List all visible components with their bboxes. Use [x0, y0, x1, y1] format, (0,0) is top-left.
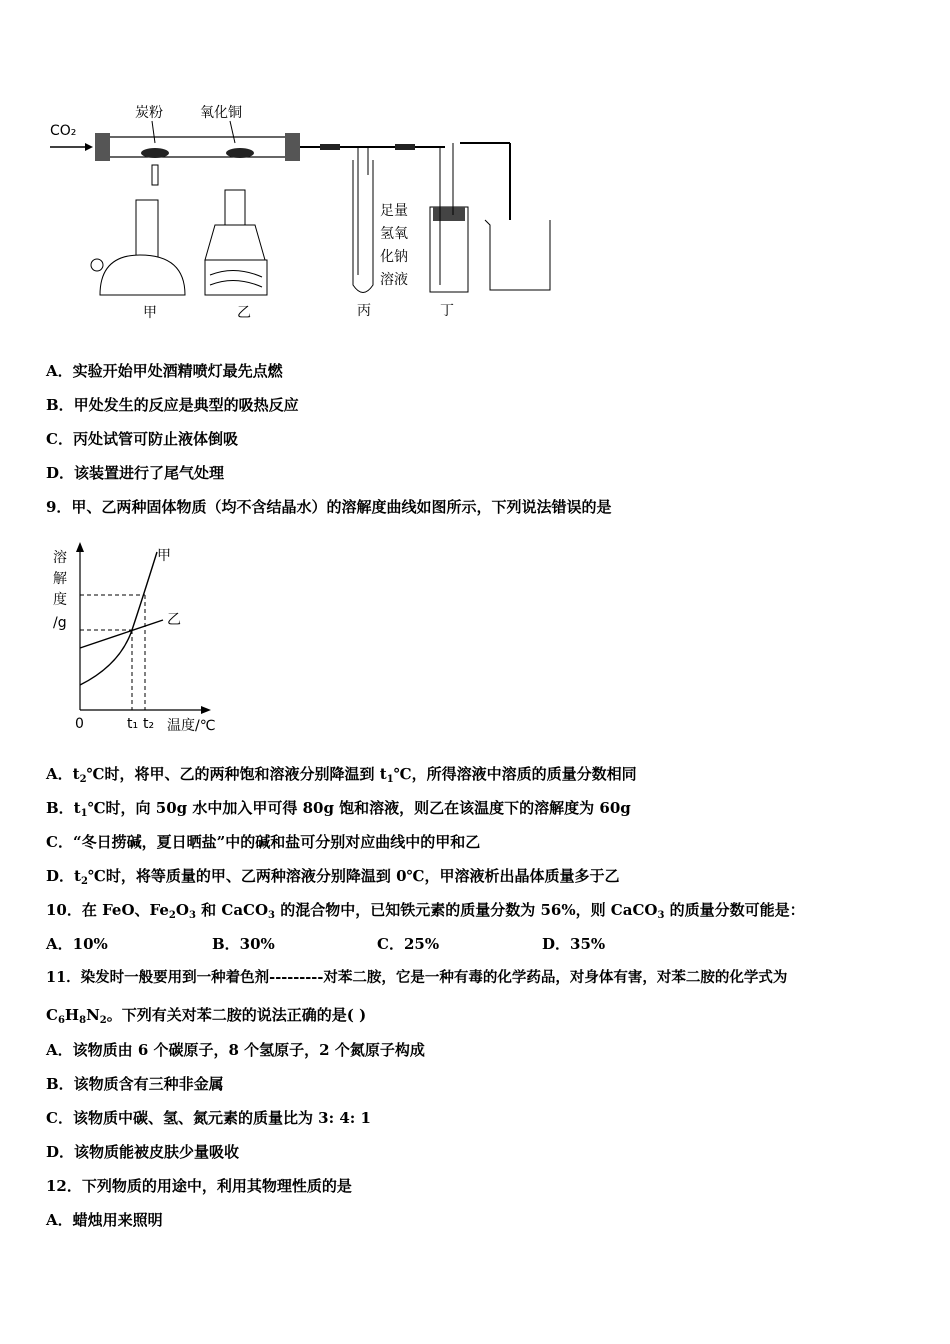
jia-label: 甲: [143, 305, 157, 321]
yanghuatong-label: 氧化铜: [200, 105, 242, 121]
q10-option-b: B．30%: [212, 935, 275, 953]
solubility-chart: [45, 540, 245, 740]
q8-option-a: A．实验开始甲处酒精喷灯最先点燃: [46, 362, 283, 380]
q8-option-b: B．甲处发生的反应是典型的吸热反应: [46, 396, 299, 414]
q11-option-d: D．该物质能被皮肤少量吸收: [46, 1143, 240, 1161]
q12-option-a: A．蜡烛用来照明: [46, 1211, 163, 1229]
ylabel-4: /g: [53, 615, 67, 631]
q11-stem: 11．染发时一般要用到一种着色剂---------对苯二胺，它是一种有毒的化学药品，对身体有害，对苯二胺的化学式为: [46, 969, 788, 986]
ding-label: 丁: [440, 303, 454, 319]
tick-t1: t₁: [127, 716, 139, 732]
q8-option-c: C．丙处试管可防止液体倒吸: [46, 430, 238, 448]
q10-option-a: A．10%: [46, 935, 108, 953]
tanfen-label: 炭粉: [135, 105, 163, 121]
q9-option-b: B．$t_1℃$时，向 50g 水中加入甲可得 80g 饱和溶液，则乙在该温度下的溶解度为 60g: [46, 799, 631, 819]
naoh-3: 化钠: [380, 249, 408, 265]
q9-option-a: A．$t_2℃$时，将甲、乙的两种饱和溶液分别降温到 $t_1℃$，所得溶液中溶质的质量分数相同: [46, 765, 637, 785]
series-yi-curve: [80, 620, 163, 648]
q9-stem: 9．甲、乙两种固体物质（均不含结晶水）的溶解度曲线如图所示，下列说法错误的是: [46, 498, 612, 516]
ylabel-1: 溶: [53, 550, 67, 566]
yi-label: 乙: [237, 305, 251, 321]
q10-option-c: C．25%: [377, 935, 440, 953]
naoh-1: 足量: [380, 203, 408, 219]
ylabel-2: 解: [53, 571, 67, 587]
q11-option-a: A．该物质由 6 个碳原子，8 个氢原子，2 个氮原子构成: [46, 1041, 425, 1059]
q11-option-c: C．该物质中碳、氢、氮元素的质量比为 3: 4: 1: [46, 1109, 371, 1127]
naoh-4: 溶液: [380, 272, 408, 288]
naoh-2: 氢氧: [380, 226, 408, 242]
q11-option-b: B．该物质含有三种非金属: [46, 1075, 224, 1093]
bing-label: 丙: [357, 303, 371, 319]
q8-option-d: D．该装置进行了尾气处理: [46, 464, 225, 482]
series-jia-label: 甲: [157, 548, 171, 564]
origin-label: 0: [75, 716, 84, 732]
q9-option-c: C．“冬日捞碱，夏日晒盐”中的碱和盐可分别对应曲线中的甲和乙: [46, 833, 481, 851]
q10-stem: 10．在 FeO、$Fe_2O_3$ 和 CaCO$_3$ 的混合物中，已知铁元素的质量分数为 56%，则 CaCO$_3$ 的质量分数可能是：: [46, 901, 805, 921]
q12-stem: 12．下列物质的用途中，利用其物理性质的是: [46, 1177, 352, 1195]
apparatus-figure: [40, 95, 570, 325]
q9-option-d: D．$t_2℃$时，将等质量的甲、乙两种溶液分别降温到 0℃，甲溶液析出晶体质量多于乙: [46, 867, 620, 887]
ylabel-3: 度: [53, 592, 67, 608]
q11-formula: $C_6H_8N_2$。下列有关对苯二胺的说法正确的是( ): [46, 1006, 367, 1026]
co2-label: CO₂: [50, 123, 77, 139]
tick-t2: t₂: [143, 716, 155, 732]
series-yi-label: 乙: [167, 612, 181, 628]
q10-option-d: D．35%: [542, 935, 606, 953]
xlabel: 温度/℃: [167, 718, 216, 734]
